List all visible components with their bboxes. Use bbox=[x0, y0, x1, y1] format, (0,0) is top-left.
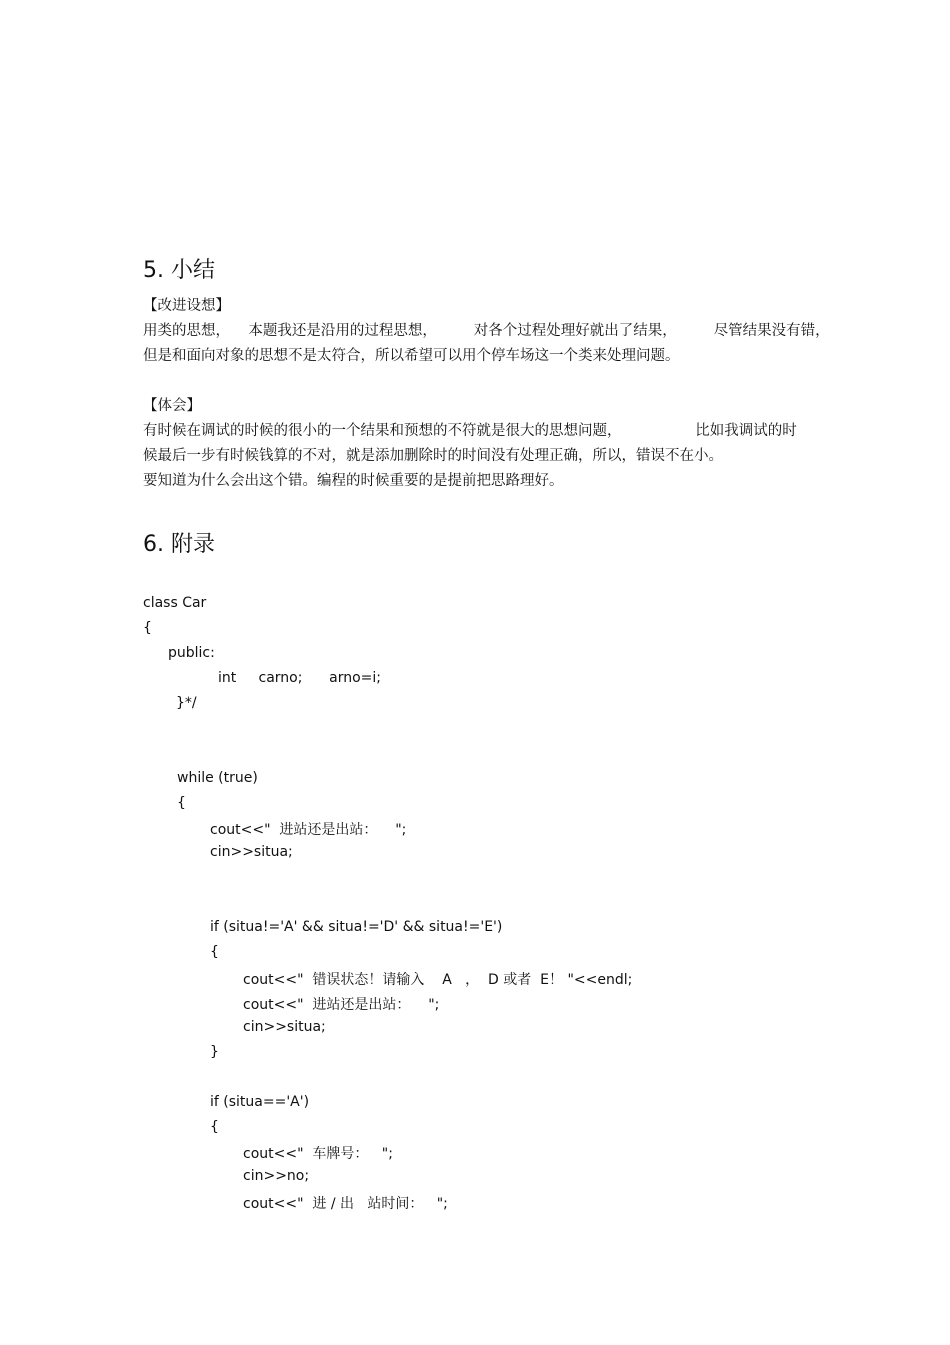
code-line: cout<<" 进 / 出 站时间： "; bbox=[243, 1196, 448, 1212]
code-line: { bbox=[143, 620, 152, 636]
code-line: { bbox=[210, 944, 219, 960]
reflect-line-3: 要知道为什么会出这个错。编程的时候重要的是提前把思路理好。 bbox=[143, 473, 564, 489]
code-line: class Car bbox=[143, 595, 207, 611]
code-line: while (true) bbox=[177, 770, 258, 786]
reflect-line-1: 有时候在调试的时候的很小的一个结果和预想的不符就是很大的思想问题， 比如我调试的时 bbox=[143, 423, 797, 439]
code-line: } bbox=[210, 1044, 219, 1060]
reflect-line-2: 候最后一步有时候钱算的不对，就是添加删除时的时间没有处理正确，所以，错误不在小。 bbox=[143, 448, 723, 464]
improve-line-2: 但是和面向对象的思想不是太符合，所以希望可以用个停车场这一个类来处理问题。 bbox=[143, 348, 680, 364]
reflect-title: 【体会】 bbox=[143, 398, 201, 414]
code-line: int carno; arno=i; bbox=[218, 670, 382, 686]
code-line: { bbox=[210, 1119, 219, 1135]
improve-title: 【改进设想】 bbox=[143, 298, 230, 314]
code-line: cout<<" 进站还是出站： "; bbox=[210, 822, 407, 838]
code-line: cin>>situa; bbox=[210, 844, 293, 860]
section-5-heading: 5. 小结 bbox=[143, 258, 215, 283]
code-line: if (situa!='A' && situa!='D' && situa!='E') bbox=[210, 919, 503, 935]
code-line: if (situa=='A') bbox=[210, 1094, 310, 1110]
code-line: cout<<" 进站还是出站： "; bbox=[243, 997, 440, 1013]
code-line: public: bbox=[168, 645, 215, 661]
code-line: cin>>situa; bbox=[243, 1019, 326, 1035]
code-line: }*/ bbox=[176, 695, 197, 711]
code-line: cin>>no; bbox=[243, 1168, 310, 1184]
code-line: { bbox=[177, 795, 186, 811]
code-line: cout<<" 错误状态！请输入 A ， D 或者 E！ "<<endl; bbox=[243, 972, 633, 988]
code-line: cout<<" 车牌号： "; bbox=[243, 1146, 393, 1162]
section-6-heading: 6. 附录 bbox=[143, 532, 215, 557]
improve-line-1: 用类的思想， 本题我还是沿用的过程思想， 对各个过程处理好就出了结果， 尽管结果没有错， bbox=[143, 323, 830, 339]
